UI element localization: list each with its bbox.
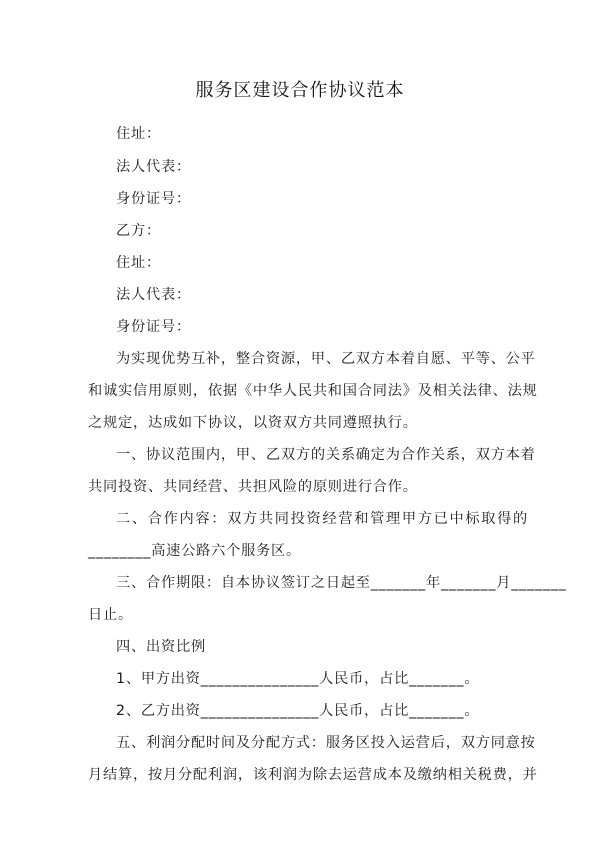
clause-5-line-2: 月结算，按月分配利润，该利润为除去运营成本及缴纳相关税费，并 xyxy=(88,767,538,783)
clause-5-line-1: 五、利润分配时间及分配方式：服务区投入运营后，双方同意按 xyxy=(116,735,536,751)
clause-2-line-2: ________高速公路六个服务区。 xyxy=(88,543,302,559)
clause-3-line-1: 三、合作期限：自本协议签订之日起至_______年_______月_______ xyxy=(116,575,567,591)
party-b-id-number-line: 身份证号： xyxy=(116,319,191,335)
party-a-address-line: 住址： xyxy=(116,126,161,142)
clause-1-line-1: 一、协议范围内，甲、乙双方的关系确定为合作关系，双方本着 xyxy=(116,447,536,463)
party-a-legal-rep-line: 法人代表： xyxy=(116,159,191,175)
preamble-line-1: 为实现优势互补，整合资源，甲、乙双方本着自愿、平等、公平 xyxy=(116,351,536,367)
party-b-address-line: 住址： xyxy=(116,255,161,271)
preamble-line-2: 和诚实信用原则，依据《中华人民共和国合同法》及相关法律、法规 xyxy=(88,383,538,399)
clause-4-heading: 四、出资比例 xyxy=(116,639,206,655)
party-b-line: 乙方： xyxy=(116,223,161,239)
clause-2-line-1: 二、合作内容：双方共同投资经营和管理甲方已中标取得的 xyxy=(116,511,528,527)
clause-4-party-b-contribution: 2、乙方出资_______________人民币，占比_______。 xyxy=(116,703,480,719)
party-a-id-number-line: 身份证号： xyxy=(116,191,191,207)
clause-3-line-2: 日止。 xyxy=(88,607,133,623)
clause-4-party-a-contribution: 1、甲方出资_______________人民币，占比_______。 xyxy=(116,671,480,687)
party-b-legal-rep-line: 法人代表： xyxy=(116,287,191,303)
clause-1-line-2: 共同投资、共同经营、共担风险的原则进行合作。 xyxy=(88,479,418,495)
preamble-line-3: 之规定，达成如下协议，以资双方共同遵照执行。 xyxy=(88,415,418,431)
document-title: 服务区建设合作协议范本 xyxy=(195,80,405,101)
